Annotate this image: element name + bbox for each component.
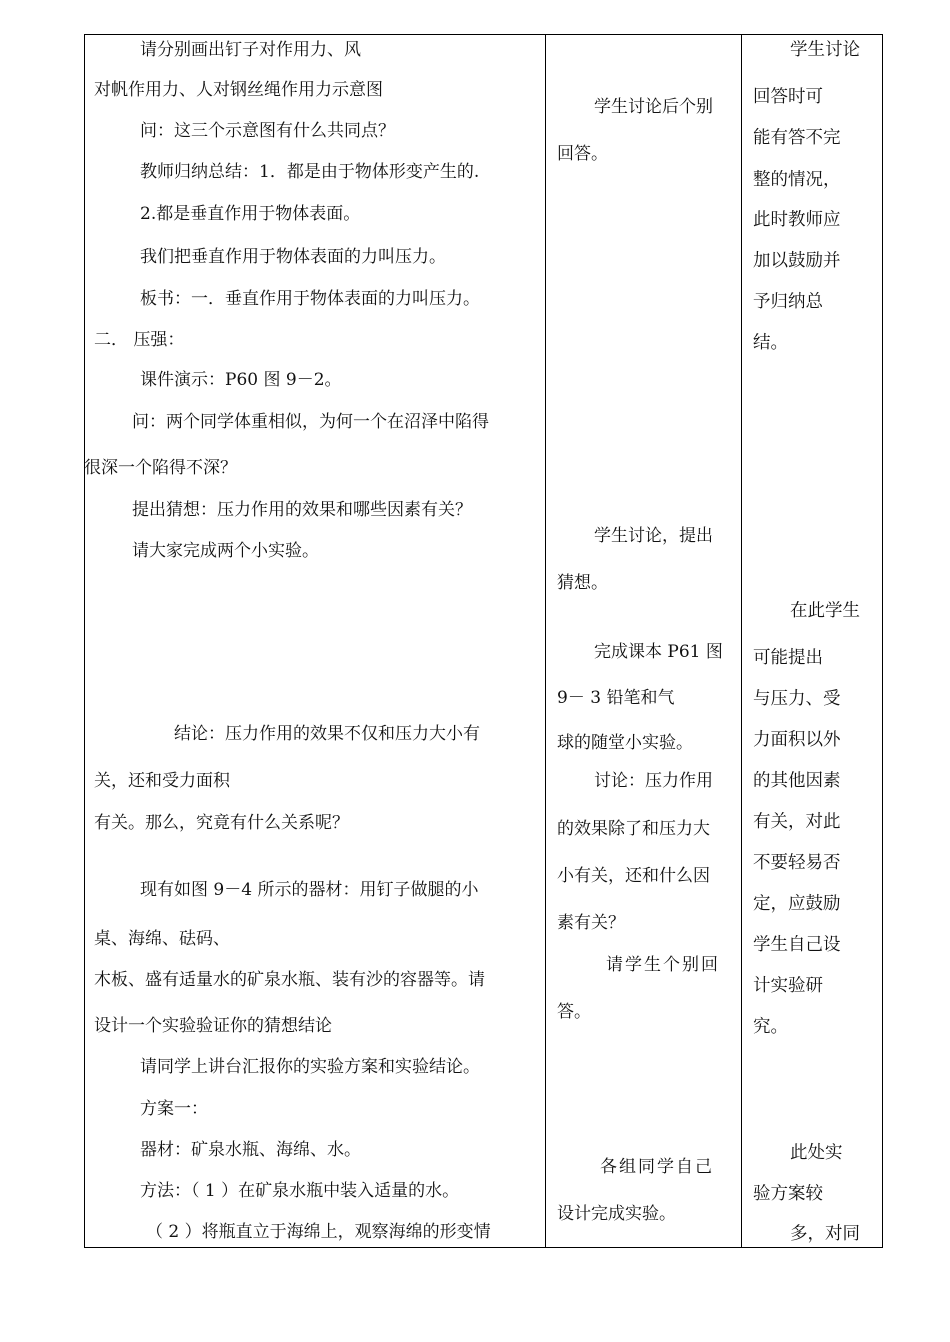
teaching-text-line: 我们把垂直作用于物体表面的力叫压力。 — [140, 247, 446, 267]
teaching-text-line: 很深一个陷得不深？ — [84, 458, 237, 478]
teaching-text-line: （ 2 ）将瓶直立于海绵上，观察海绵的形变情 — [146, 1222, 491, 1242]
note-text-line: 加以鼓励并 — [753, 251, 841, 271]
student-text-line: 完成课本 P61 图 — [594, 642, 723, 662]
note-text-line: 在此学生 — [790, 601, 860, 621]
teaching-text-line: 板书：一．垂直作用于物体表面的力叫压力。 — [140, 289, 480, 309]
note-text-line: 能有答不完 — [753, 128, 841, 148]
teaching-text-line: 问：两个同学体重相似，为何一个在沼泽中陷得 — [132, 412, 489, 432]
teaching-text-line: 课件演示：P60 图 9－2。 — [140, 370, 342, 390]
teaching-text-line: 提出猜想：压力作用的效果和哪些因素有关？ — [132, 500, 472, 520]
teaching-text-line: 请分别画出钉子对作用力、风 — [140, 40, 361, 60]
column-divider — [545, 34, 546, 1248]
section-heading: 二． 压强： — [94, 330, 185, 350]
teaching-text-line: 方案一： — [140, 1099, 208, 1119]
note-text-line: 多，对同 — [790, 1224, 860, 1244]
teaching-text-line: 问：这三个示意图有什么共同点？ — [140, 121, 395, 141]
note-text-line: 学生自己设 — [753, 935, 841, 955]
column-divider — [741, 34, 742, 1248]
student-text-line: 请学生个别回 — [606, 955, 720, 975]
note-text-line: 有关，对此 — [753, 812, 841, 832]
teaching-text-line: 木板、盛有适量水的矿泉水瓶、装有沙的容器等。请 — [94, 970, 485, 990]
note-text-line: 回答时可 — [753, 87, 823, 107]
student-text-line: 答。 — [557, 1002, 591, 1022]
teaching-text-line: 器材：矿泉水瓶、海绵、水。 — [140, 1140, 361, 1160]
student-text-line: 回答。 — [557, 144, 608, 164]
student-text-line: 素有关？ — [557, 913, 625, 933]
note-text-line: 予归纳总 — [753, 292, 823, 312]
note-text-line: 计实验研 — [753, 976, 823, 996]
teaching-text-line: 请同学上讲台汇报你的实验方案和实验结论。 — [140, 1057, 480, 1077]
note-text-line: 此时教师应 — [753, 210, 841, 230]
teaching-text-line: 教师归纳总结：1．都是由于物体形变产生的. — [140, 162, 480, 182]
teaching-text-line: 方法：（ 1 ）在矿泉水瓶中装入适量的水。 — [140, 1181, 460, 1201]
note-text-line: 结。 — [753, 333, 788, 353]
note-text-line: 学生讨论 — [790, 40, 860, 60]
student-text-line: 学生讨论，提出 — [594, 526, 713, 546]
student-text-line: 球的随堂小实验。 — [557, 733, 693, 753]
note-text-line: 与压力、受 — [753, 689, 841, 709]
teaching-text-line: 结论：压力作用的效果不仅和压力大小有 — [174, 724, 480, 744]
student-text-line: 设计完成实验。 — [557, 1204, 676, 1224]
teaching-text-line: 关，还和受力面积 — [94, 771, 230, 791]
teaching-text-line: 2.都是垂直作用于物体表面。 — [140, 204, 361, 224]
note-text-line: 的其他因素 — [753, 771, 841, 791]
student-text-line: 9－ 3 铅笔和气 — [557, 688, 675, 708]
student-text-line: 各组同学自己 — [600, 1157, 714, 1177]
note-text-line: 不要轻易否 — [753, 853, 841, 873]
note-text-line: 可能提出 — [753, 648, 823, 668]
student-text-line: 学生讨论后个别 — [594, 97, 713, 117]
teaching-text-line: 对帆作用力、人对钢丝绳作用力示意图 — [94, 80, 383, 100]
student-text-line: 猜想。 — [557, 573, 608, 593]
student-text-line: 小有关，还和什么因 — [557, 866, 710, 886]
student-text-line: 讨论：压力作用 — [594, 771, 713, 791]
note-text-line: 整的情况， — [753, 170, 841, 190]
note-text-line: 究。 — [753, 1017, 788, 1037]
teaching-text-line: 设计一个实验验证你的猜想结论 — [94, 1016, 332, 1036]
note-text-line: 力面积以外 — [753, 730, 841, 750]
teaching-text-line: 请大家完成两个小实验。 — [132, 541, 319, 561]
teaching-text-line: 桌、海绵、砝码、 — [94, 929, 230, 949]
teaching-text-line: 有关。那么，究竟有什么关系呢？ — [94, 813, 349, 833]
student-text-line: 的效果除了和压力大 — [557, 819, 710, 839]
note-text-line: 定，应鼓励 — [753, 894, 841, 914]
note-text-line: 此处实 — [790, 1143, 843, 1163]
teaching-text-line: 现有如图 9－4 所示的器材：用钉子做腿的小 — [140, 880, 479, 900]
note-text-line: 验方案较 — [753, 1184, 823, 1204]
